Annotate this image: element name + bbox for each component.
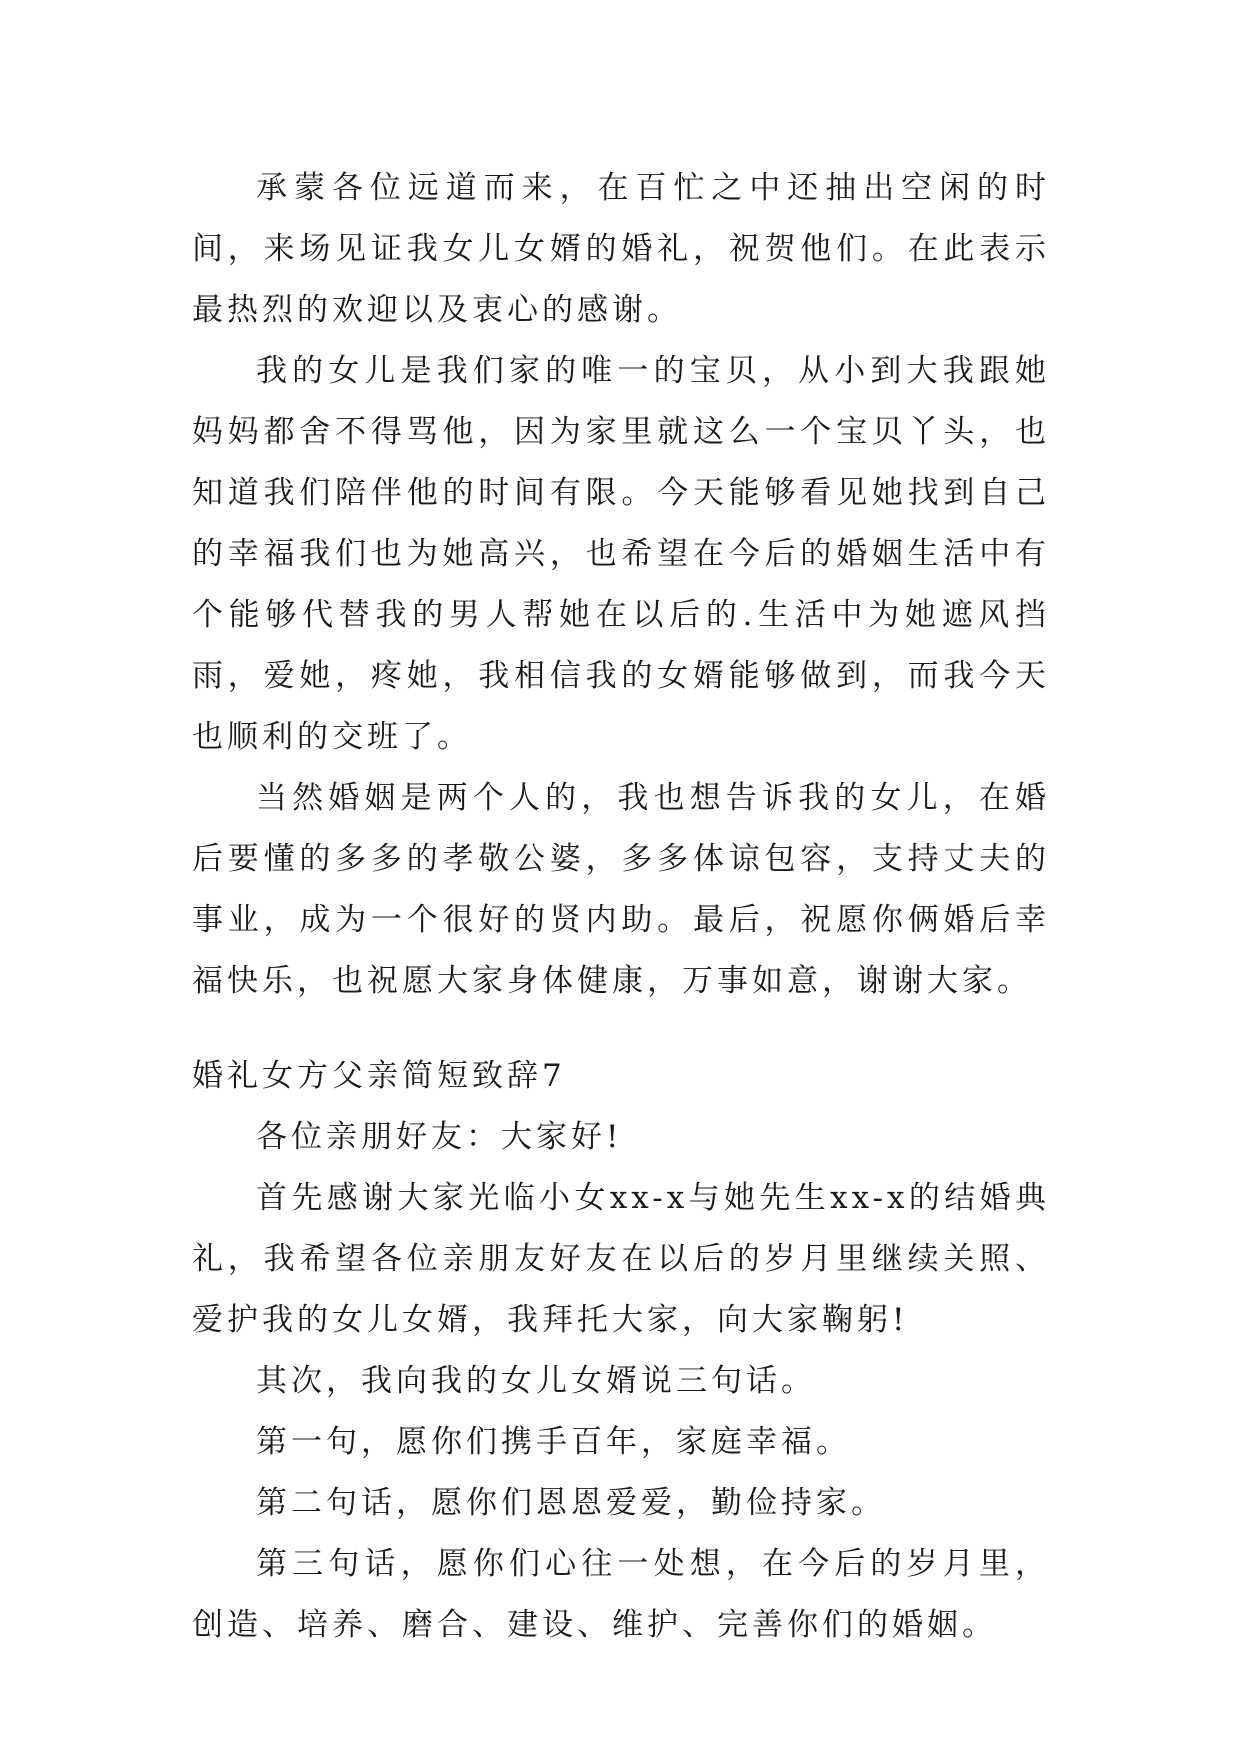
paragraph-thanks: 首先感谢大家光临小女xx-x与她先生xx-x的结婚典礼，我希望各位亲朋友好友在以后的岁月里继续关照、爱护我的女儿女婿，我拜托大家，向大家鞠躬! [192, 1180, 1050, 1338]
paragraph-welcome: 承蒙各位远道而来，在百忙之中还抽出空闲的时间，来场见证我女儿女婿的婚礼，祝贺他们。在此表示最热烈的欢迎以及衷心的感谢。 [192, 170, 1050, 328]
paragraph-three-words: 其次，我向我的女儿女婿说三句话。 [256, 1363, 816, 1399]
paragraph-daughter: 我的女儿是我们家的唯一的宝贝，从小到大我跟她妈妈都舍不得骂他，因为家里就这么一个宝贝丫头，也知道我们陪伴他的时间有限。今天能够看见她找到自己的幸福我们也为她高兴，也希望在今后的婚姻生活中有个能够代替我的男人帮她在以后的.生活中为她遮风挡雨，爱她，疼她，我相信我的女婿能够做到，而我今天也顺利的交班了。 [192, 353, 1050, 755]
document-page [192, 158, 1050, 1656]
paragraph-second-wish: 第二句话，愿你们恩恩爱爱，勤俭持家。 [256, 1485, 886, 1521]
paragraph-marriage-advice: 当然婚姻是两个人的，我也想告诉我的女儿，在婚后要懂的多多的孝敬公婆，多多体谅包容，支持丈夫的事业，成为一个很好的贤内助。最后，祝愿你俩婚后幸福快乐，也祝愿大家身体健康，万事如意，谢谢大家。 [192, 780, 1050, 999]
section-spacer [192, 1012, 1050, 1046]
paragraph-first-wish: 第一句，愿你们携手百年，家庭幸福。 [256, 1424, 851, 1460]
paragraph-third-wish: 第三句话，愿你们心往一处想，在今后的岁月里，创造、培养、磨合、建设、维护、完善你们的婚姻。 [192, 1546, 1050, 1643]
section-title: 婚礼女方父亲简短致辞7 [192, 1058, 566, 1094]
paragraph-greeting: 各位亲朋好友：大家好! [256, 1119, 623, 1155]
